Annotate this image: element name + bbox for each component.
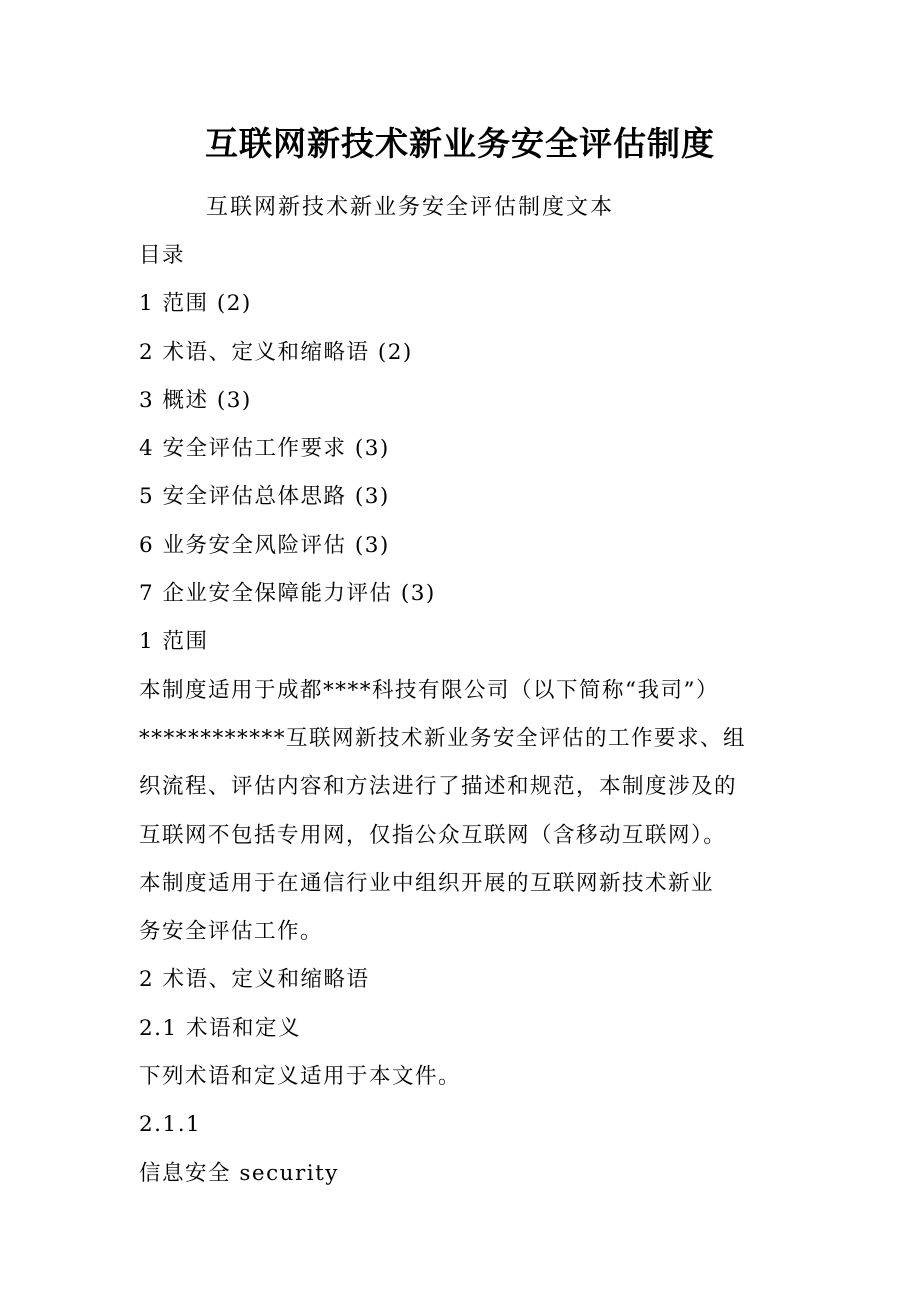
paragraph-line: ************互联网新技术新业务安全评估的工作要求、组: [139, 725, 747, 751]
paragraph-line: 织流程、评估内容和方法进行了描述和规范，本制度涉及的: [139, 774, 738, 800]
toc-item: 5 安全评估总体思路 (3): [139, 484, 390, 510]
paragraph-line: 本制度适用于成都****科技有限公司（以下简称“我司”）: [139, 677, 719, 703]
subsection-heading: 2.1 术语和定义: [139, 1015, 302, 1041]
document-title: 互联网新技术新业务安全评估制度: [205, 124, 715, 163]
toc-heading: 目录: [139, 243, 186, 268]
paragraph-line: 下列术语和定义适用于本文件。: [139, 1064, 462, 1090]
paragraph-line: 本制度适用于在通信行业中组织开展的互联网新技术新业: [139, 870, 715, 896]
toc-item: 2 术语、定义和缩略语 (2): [139, 339, 413, 365]
term-entry: 信息安全 security: [139, 1160, 339, 1186]
paragraph-line: 互联网不包括专用网，仅指公众互联网（含移动互联网）。: [139, 822, 727, 848]
toc-item: 7 企业安全保障能力评估 (3): [139, 581, 436, 607]
toc-item: 3 概述 (3): [139, 387, 252, 413]
document-subtitle: 互联网新技术新业务安全评估制度文本: [206, 195, 615, 220]
toc-item: 4 安全评估工作要求 (3): [139, 436, 390, 462]
section-heading: 1 范围: [139, 629, 209, 655]
clause-number: 2.1.1: [139, 1112, 202, 1138]
section-heading: 2 术语、定义和缩略语: [139, 967, 370, 993]
toc-item: 1 范围 (2): [139, 291, 252, 317]
paragraph-line: 务安全评估工作。: [139, 919, 324, 945]
document-body: [139, 232, 789, 1198]
toc-item: 6 业务安全风险评估 (3): [139, 532, 390, 558]
